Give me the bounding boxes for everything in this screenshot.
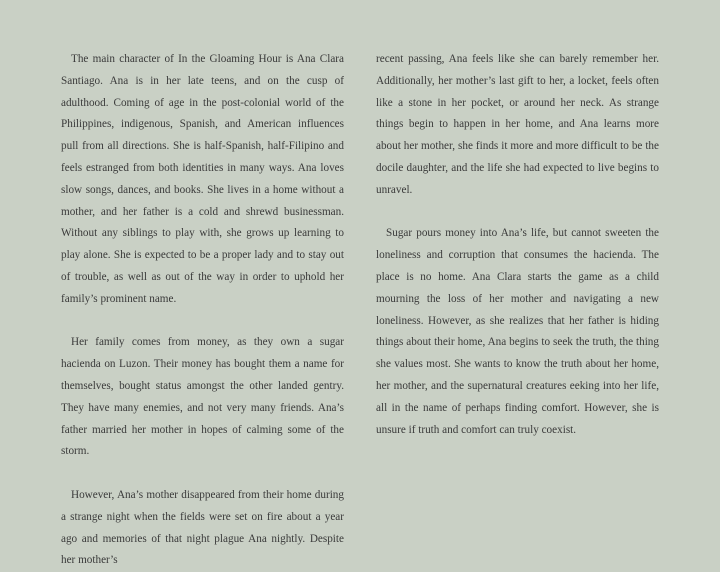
paragraph-character-intro: The main character of In the Gloaming Hour is Ana Clara Santiago. Ana is in her late teens, and on the cusp of adulthood. Coming of age in the post-colonial world of the Philippines, indigenous, Spanish, and American influences pull from all directions. She is half-Spanish, half-Filipino and feels estranged from both identities in many ways. Ana loves slow songs, dances, and books. She lives in a home without a mother, and her father is a cold and shrewd businessman. Without any siblings to play with, she grows up learning to play alone. She is expected to be a proper lady and to stay out of trouble, as well as out of the way in order to uphold her family’s prominent name. [61, 53, 344, 305]
paragraph-sugar-hacienda: Sugar pours money into Ana’s life, but cannot sweeten the loneliness and corruption that consumes the hacienda. The place is no home. Ana Clara starts the game as a child mourning the loss of her mother and navigating a new loneliness. However, as she realizes that her father is hiding things about their home, Ana begins to seek the truth, the thing she values most. She wants to know the truth about her home, her mother, and the supernatural creatures eeking into her life, all in the name of perhaps finding comfort. However, she is unsure if truth and comfort can truly coexist. [376, 227, 659, 436]
left-column [61, 49, 344, 572]
right-column [376, 49, 659, 441]
paragraph-family-wealth: Her family comes from money, as they own a sugar hacienda on Luzon. Their money has bought them a name for themselves, bought status amongst the other landed gentry. They have many enemies, and not very many friends. Ana’s father married her mother in hopes of calming some of the storm. [61, 336, 344, 458]
paragraph-mother-disappearance: However, Ana’s mother disappeared from their home during a strange night when the fields were set on fire about a year ago and memories of that night plague Ana nightly. Despite her mother’s [61, 488, 344, 567]
paragraph-mother-continued: recent passing, Ana feels like she can barely remember her. Additionally, her mother’s last gift to her, a locket, feels often like a stone in her pocket, or around her neck. As strange things begin to happen in her home, and Ana learns more about her mother, she finds it more and more difficult to be the docile daughter, and the life she had expected to live begins to unravel. [376, 53, 659, 196]
